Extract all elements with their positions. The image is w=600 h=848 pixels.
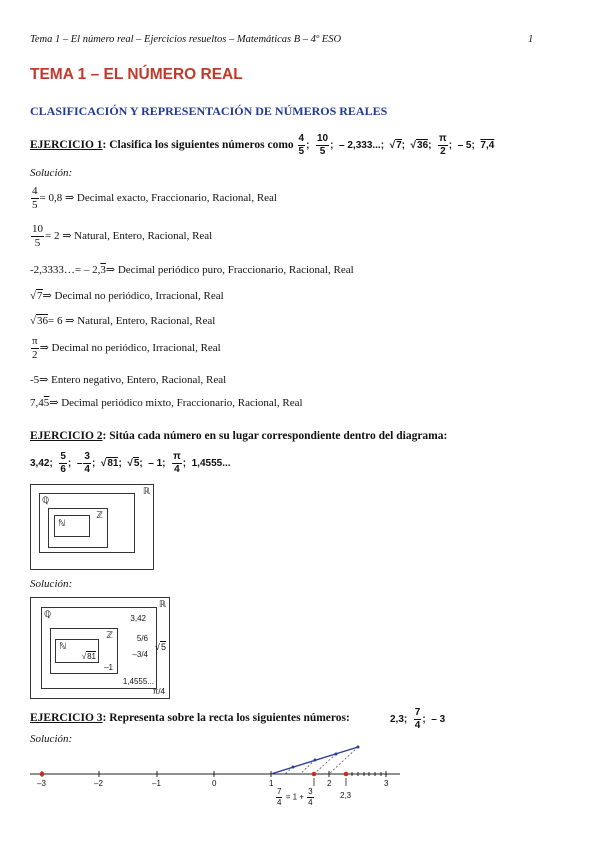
ex2-frac3-num: 3 [84,451,90,462]
label-7-4-equation [275,788,315,807]
exercise-1-items: $\frac{4}{5}$ ; $\frac{10}{5}$ ; – 2,333...; √7; √36; $\frac{\pi}{2}$ ; – 5; 7,4 [298,133,495,157]
label-frac-den: 4 [277,798,282,807]
ex1-item8: 7,4 [480,140,495,152]
solution-line-2 [30,224,212,249]
placed-sqrt5: √5 [155,642,166,652]
s8-pre: 7,4 [30,397,44,409]
label-eq-den: 4 [308,798,313,807]
ex1-frac1-den: 5 [298,146,305,157]
solution-label-2: Solución: [30,578,73,590]
placed-sqrt81-rad: 81 [87,652,96,661]
s5-rad: 36 [37,315,49,327]
ex1-frac1-num: 4 [298,133,305,144]
tick-label-minus-2: –2 [94,779,103,788]
s4-rad: 7 [37,290,43,302]
exercise-3-statement [30,712,350,724]
solved-Q-label: ℚ [44,609,52,619]
s6-text: ⇒ Decimal no periódico, Irracional, Real [39,342,221,355]
ex2-frac3-sign: – [76,458,83,470]
ex2-frac7-den: 4 [174,464,180,475]
solution-line-5: √36= 6 ⇒ Natural, Entero, Racional, Real [30,315,216,327]
placed-minus-one: –1 [104,663,113,672]
placed-3-42: 3,42 [130,614,146,623]
solved-diagram-Q [41,607,157,689]
ex2-frac2-den: 6 [60,464,66,475]
placed-sqrt5-rad: 5 [160,642,166,652]
tick-label-0: 0 [212,779,217,788]
solution-label-3: Solución: [30,733,73,745]
exercise-2-statement [30,430,447,442]
ex1-frac2-den: 5 [319,146,326,157]
solved-Z-label: ℤ [106,630,113,640]
tick-label-2: 2 [327,779,332,788]
section-heading: CLASIFICACIÓN Y REPRESENTACIÓN DE NÚMEROS REALES [30,104,388,118]
label-frac-num: 7 [277,787,282,796]
solved-R-label: ℝ [158,599,166,609]
page-title: TEMA 1 – EL NÚMERO REAL [30,66,243,83]
ex1-frac6-num: π [439,133,447,144]
solution-line-6 [30,336,221,361]
tick-label-minus-1: –1 [152,779,161,788]
placed-5-6: 5/6 [136,634,148,643]
ex1-item3: – 2,333...; [339,140,385,152]
s8-text: ⇒ Decimal periódico mixto, Fraccionario, Racional, Real [49,397,303,409]
solved-diagram-R [30,597,170,699]
point-minus-3 [40,772,45,777]
s1-den: 5 [32,199,38,211]
ex2-frac2-num: 5 [60,451,66,462]
empty-R-label: ℝ [142,486,150,496]
ex2-item5: 5 [133,458,140,470]
ex2-frac3-den: 4 [84,464,90,475]
exercise-1-label: EJERCICIO 1 [30,139,103,152]
empty-diagram-R [30,484,154,570]
exercise-3-text: : Representa sobre la recta los siguientes números: [102,712,350,724]
ex2-item8: 1,4555... [191,458,231,470]
solution-line-3 [30,263,354,276]
ex3-item1: 2,3; [390,714,408,726]
s2-num: 10 [32,223,43,235]
exercise-3-label: EJERCICIO 3 [30,712,103,724]
solved-N-label: ℕ [59,641,67,651]
page-header: Tema 1 – El número real – Ejercicios resueltos – Matemáticas B – 4º ESO [30,34,342,45]
ex2-item1: 3,42; [30,458,53,470]
s1-num: 4 [32,185,38,197]
label-2-3: 2,3 [340,791,352,800]
exercise-2-text: : Sitúa cada número en su lugar correspondiente dentro del diagrama: [102,430,448,442]
empty-N-label: ℕ [58,518,66,528]
tick-label-3: 3 [384,779,389,788]
empty-diagram-N [54,515,90,537]
s3-rep: 3 [100,264,106,276]
ex1-item7: – 5; [457,140,475,152]
s3-pre: -2,3333…= – 2, [30,264,101,276]
placed-minus-3-4: –3/4 [132,650,148,659]
s2-text: = 2 ⇒ Natural, Entero, Racional, Real [45,230,213,243]
solution-line-4: √7⇒ Decimal no periódico, Irracional, Real [30,290,224,302]
placed-1-4555: 1,4555... [122,677,154,686]
solved-diagram-Z [50,628,118,674]
ex1-frac6-den: 2 [440,146,446,157]
ex3-frac-num: 7 [414,707,421,718]
empty-Z-label: ℤ [96,510,103,520]
solution-line-1 [30,186,277,211]
solution-line-8 [30,396,303,409]
ex2-item4: 81 [107,458,119,470]
exercise-3-items: 2,3; $\frac{7}{4}$ ; – 3 [390,707,446,731]
label-eq-num: 3 [308,787,313,796]
solution-label-1: Solución: [30,167,73,179]
empty-Q-label: ℚ [42,495,50,505]
ex3-frac-den: 4 [414,720,421,731]
point-7-4 [312,772,317,777]
s4-text: ⇒ Decimal no periódico, Irracional, Real [42,290,224,302]
s6-num: π [32,335,38,347]
exercise-2-items: 3,42; $\frac{5}{6}$ ; – $\frac{3}{4}$ ; √81; √5; – 1; $\frac{\pi}{4}$ ; 1,4555... [30,451,231,475]
ex2-item6: – 1; [148,458,166,470]
exercise-1-text: : Clasifica los siguientes números como [102,139,294,152]
s8-rep: 5 [43,397,50,409]
exercise-1-statement [30,134,494,157]
tick-label-1: 1 [269,779,274,788]
exercise-2-label: EJERCICIO 2 [30,430,103,442]
empty-diagram-Q [39,493,135,553]
ex3-item3: – 3 [431,714,446,726]
s1-text: = 0,8 ⇒ Decimal exacto, Fraccionario, Racional, Real [39,192,277,205]
s5-text: = 6 ⇒ Natural, Entero, Racional, Real [48,315,216,327]
s2-den: 5 [34,237,41,249]
tick-label-minus-3: –3 [37,779,46,788]
ex1-item5: 36 [417,140,429,152]
placed-sqrt81: √81 [81,652,96,661]
page-number: 1 [528,34,534,45]
point-2-3 [344,772,349,777]
solved-diagram-N [55,639,99,663]
empty-diagram-Z [48,508,108,548]
label-eq: = 1 + [285,792,304,802]
ex2-frac7-num: π [173,451,181,462]
s6-den: 2 [32,349,38,361]
solution-line-7: -5⇒ Entero negativo, Entero, Racional, Real [30,374,227,386]
s3-text: ⇒ Decimal periódico puro, Fraccionario, Racional, Real [105,264,354,276]
ex1-frac2-num: 10 [317,133,329,144]
placed-pi-4: π/4 [152,687,165,696]
ex1-item4: 7 [396,140,402,152]
